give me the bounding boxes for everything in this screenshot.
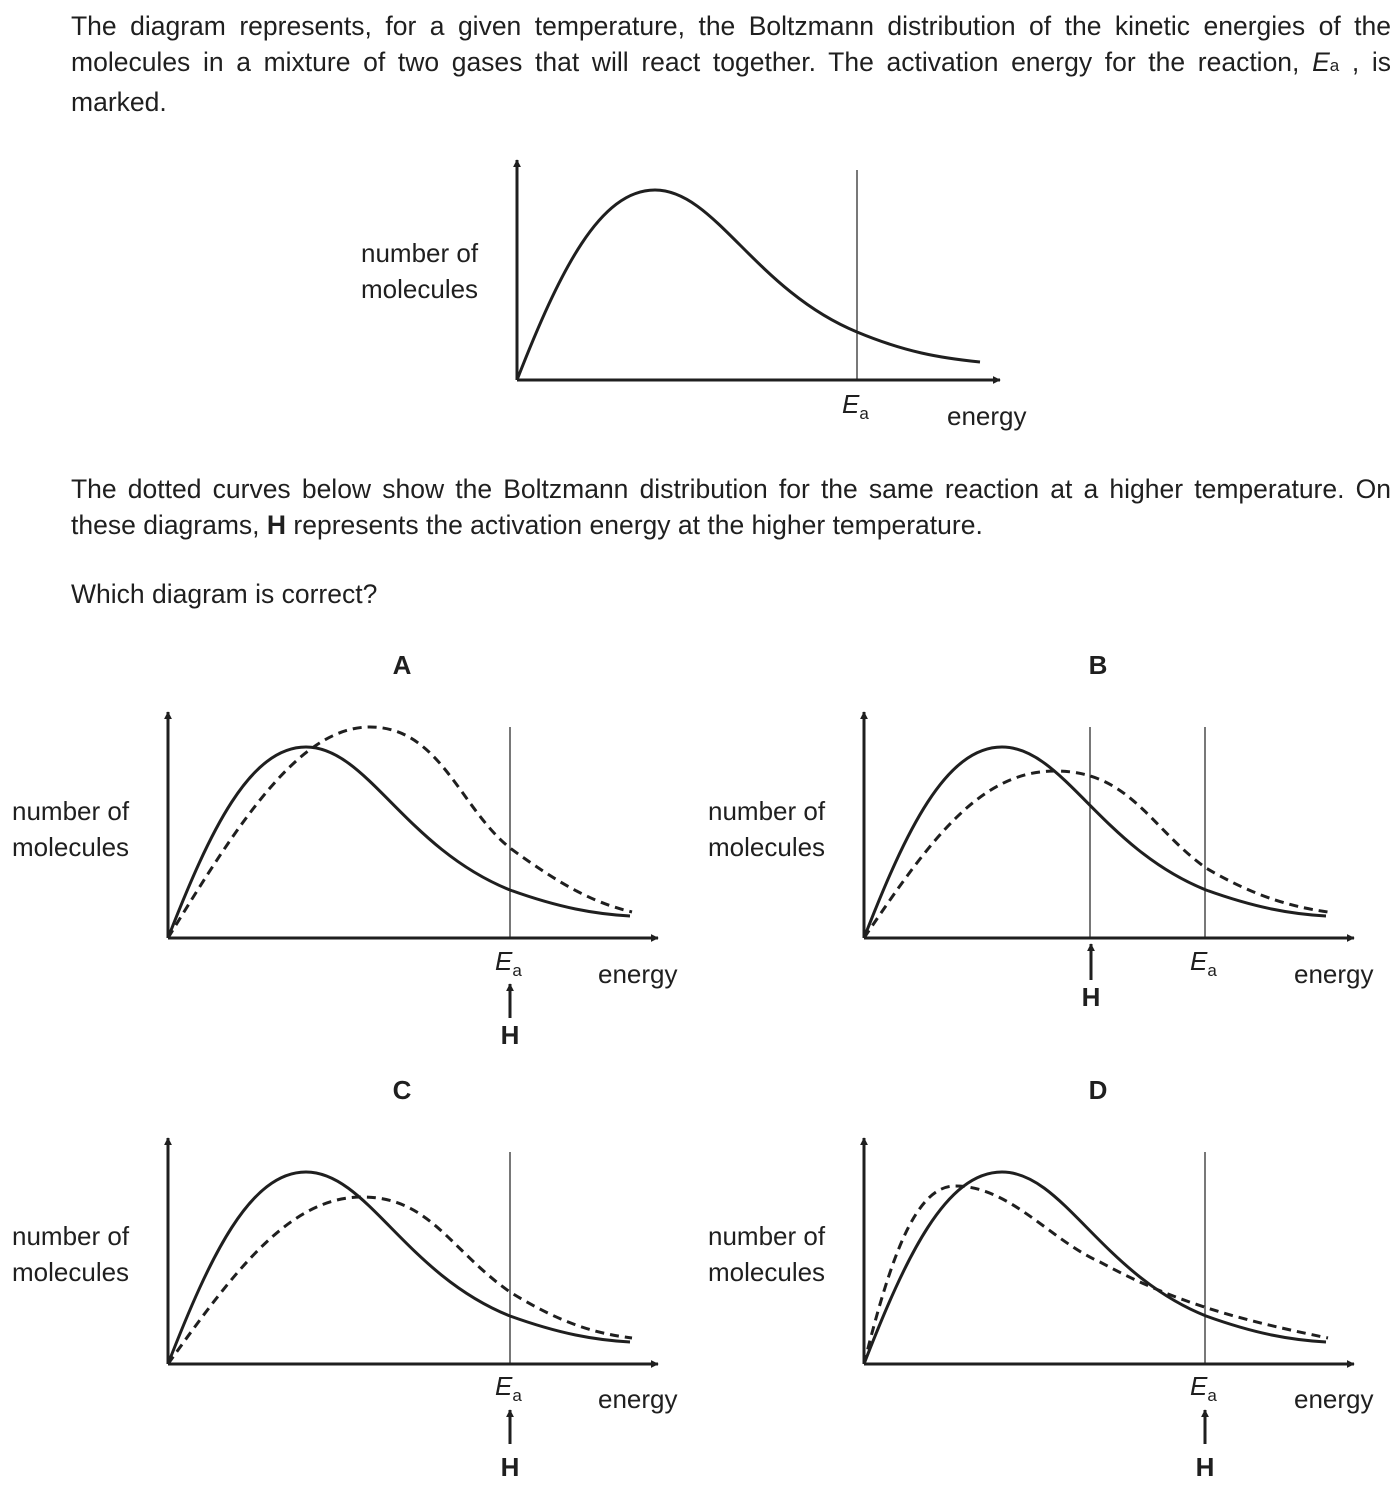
intro-text-after: , is marked. xyxy=(71,47,1391,117)
intro-text-before: The diagram represents, for a given temperature, the Boltzmann distribution of the kinetic energies of the molecules in a mixture of two gases that will react together. The activation energy for the reaction, xyxy=(71,11,1391,77)
y-label-line1: number of xyxy=(361,238,479,268)
h-label: H xyxy=(1195,1452,1215,1482)
option-c-diagram[interactable] xyxy=(12,1075,678,1482)
x-label: energy xyxy=(1294,959,1374,989)
y-label-line2: molecules xyxy=(361,274,479,304)
ea-label: Ea xyxy=(495,1371,522,1405)
lower-temperature-curve xyxy=(864,1172,1326,1364)
y-label-line2: molecules xyxy=(12,832,130,862)
ea-label: Ea xyxy=(495,946,522,980)
lower-temperature-curve xyxy=(864,747,1326,938)
question-text: Which diagram is correct? xyxy=(71,579,378,609)
ea-subscript: a xyxy=(1329,56,1340,75)
x-label: energy xyxy=(598,1384,678,1414)
para2-text-after: represents the activation energy at the higher temperature. xyxy=(286,510,983,540)
h-label: H xyxy=(500,1020,520,1050)
ea-label: Ea xyxy=(1190,946,1217,980)
lower-temperature-curve xyxy=(168,1172,630,1364)
h-bold-letter: H xyxy=(266,510,287,540)
option-d-diagram[interactable] xyxy=(708,1075,1374,1482)
ea-label: Ea xyxy=(842,389,869,423)
ea-label: Ea xyxy=(1190,1371,1217,1405)
h-label: H xyxy=(500,1452,520,1482)
option-b-letter: B xyxy=(1088,650,1108,680)
higher-temperature-curve xyxy=(864,771,1328,938)
higher-temperature-curve xyxy=(864,1186,1328,1364)
option-a-letter: A xyxy=(392,650,412,680)
y-label-line2: molecules xyxy=(12,1257,130,1287)
option-b-diagram[interactable] xyxy=(708,650,1374,1012)
y-label-line1: number of xyxy=(12,796,130,826)
ea-symbol: E xyxy=(1312,47,1330,77)
boltzmann-curve xyxy=(517,190,980,380)
higher-temperature-curve xyxy=(168,1197,632,1364)
option-a-diagram[interactable] xyxy=(12,650,678,1050)
option-d-letter: D xyxy=(1088,1075,1108,1105)
option-c-letter: C xyxy=(392,1075,412,1105)
y-label-line1: number of xyxy=(708,796,826,826)
main-diagram xyxy=(361,160,1027,431)
y-label-line1: number of xyxy=(12,1221,130,1251)
lower-temperature-curve xyxy=(168,747,630,938)
x-label: energy xyxy=(598,959,678,989)
para2-text-before: The dotted curves below show the Boltzmann distribution for the same reaction at a higher temperature. On these diagrams, xyxy=(71,474,1391,540)
x-label: energy xyxy=(1294,1384,1374,1414)
x-label: energy xyxy=(947,401,1027,431)
y-label-line2: molecules xyxy=(708,1257,826,1287)
y-label-line1: number of xyxy=(708,1221,826,1251)
y-label-line2: molecules xyxy=(708,832,826,862)
h-label: H xyxy=(1081,982,1101,1012)
